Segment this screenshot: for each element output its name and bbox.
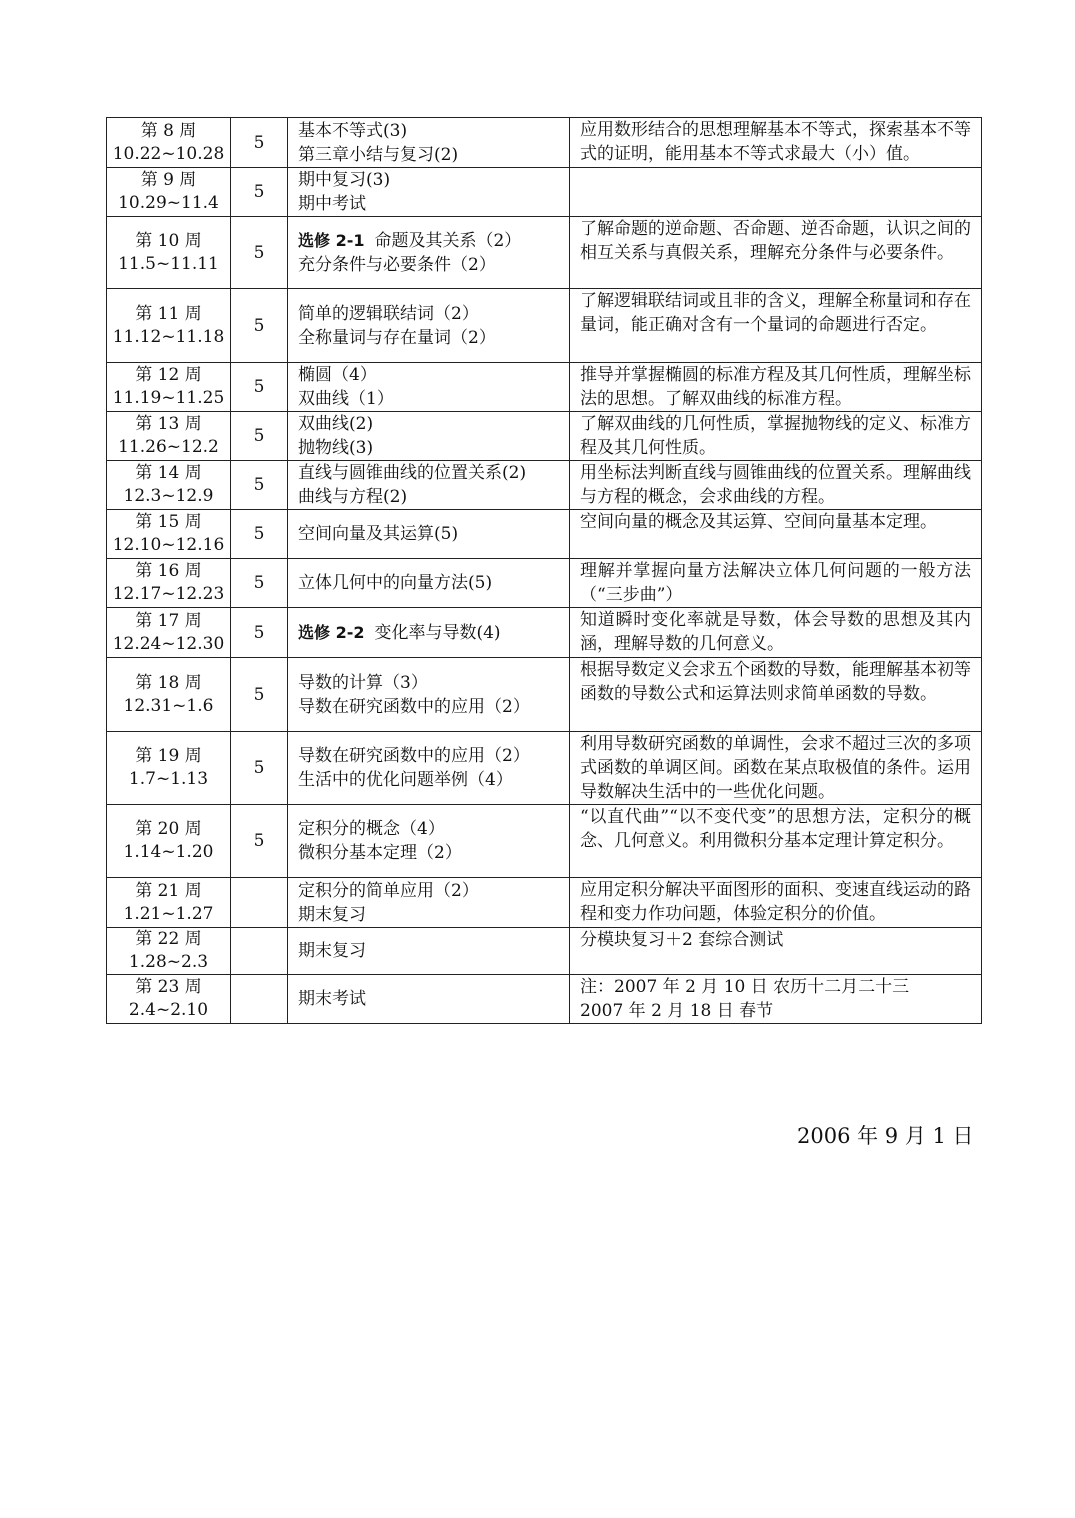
content-text: 期末复习 — [298, 941, 366, 961]
goal-cell — [570, 732, 982, 805]
goal-cell — [570, 118, 982, 168]
week-dates: 1.14~1.20 — [123, 842, 214, 862]
signoff-date: 2006 年 9 月 1 日 — [797, 1124, 974, 1148]
hours-cell: 5 — [231, 412, 288, 461]
hours-cell: 5 — [231, 289, 288, 363]
content-text: 基本不等式(3) — [298, 120, 408, 141]
goal-line: 注：2007 年 2 月 10 日 农历十二月二十三 — [580, 977, 910, 997]
goal-text: 推导并掌握椭圆的标准方程及其几何性质，理解坐标法的思想。了解双曲线的标准方程。 — [580, 365, 971, 409]
content-line — [298, 302, 559, 326]
week-dates: 12.24~12.30 — [112, 633, 225, 654]
content-line — [298, 229, 559, 253]
week-dates: 11.26~12.2 — [118, 437, 219, 457]
week-label: 第 12 周 — [135, 365, 202, 385]
hours-cell — [231, 975, 288, 1024]
hours-cell: 5 — [231, 168, 288, 217]
hours-cell: 5 — [231, 363, 288, 412]
goal-cell — [570, 658, 982, 732]
content-line — [298, 436, 559, 460]
week-cell — [107, 658, 231, 732]
week-dates: 1.21~1.27 — [123, 903, 214, 924]
table-row — [107, 168, 982, 217]
goal-cell — [570, 168, 982, 217]
content-line — [298, 485, 559, 509]
goal-text: 空间向量的概念及其运算、空间向量基本定理。 — [580, 512, 937, 532]
week-dates: 11.19~11.25 — [112, 388, 225, 408]
goal-text: 了解逻辑联结词或且非的含义，理解全称量词和存在量词，能正确对含有一个量词的命题进行否定。 — [580, 291, 971, 335]
content-line — [298, 903, 559, 927]
content-cell — [288, 510, 570, 559]
content-text: 曲线与方程(2) — [298, 487, 408, 507]
content-cell — [288, 168, 570, 217]
goal-cell — [570, 412, 982, 461]
week-cell — [107, 975, 231, 1024]
goal-text: 利用导数研究函数的单调性，会求不超过三次的多项式函数的单调区间。函数在某点取极值的条件。运用导数解决生活中的一些优化问题。 — [580, 734, 971, 802]
week-cell — [107, 289, 231, 363]
content-line — [298, 695, 559, 719]
content-cell — [288, 805, 570, 878]
goal-cell — [570, 363, 982, 412]
content-cell — [288, 559, 570, 608]
content-line — [298, 744, 559, 768]
goal-cell — [570, 805, 982, 878]
goal-cell — [570, 510, 982, 559]
week-label: 第 9 周 — [140, 170, 197, 190]
week-dates: 12.31~1.6 — [123, 695, 214, 716]
table-row — [107, 928, 982, 975]
hours-cell: 5 — [231, 658, 288, 732]
content-line — [298, 253, 559, 277]
content-text: 抛物线(3) — [298, 438, 374, 458]
week-cell — [107, 363, 231, 412]
table-row — [107, 975, 982, 1024]
content-line — [298, 326, 559, 350]
content-text: 双曲线(2) — [298, 414, 374, 434]
content-line — [298, 841, 559, 865]
week-cell — [107, 928, 231, 975]
week-dates: 1.28~2.3 — [128, 952, 209, 972]
table-row — [107, 461, 982, 510]
content-line — [298, 768, 559, 792]
content-line — [298, 817, 559, 841]
content-text: 命题及其关系（2） — [374, 230, 522, 251]
hours-cell: 5 — [231, 732, 288, 805]
week-label: 第 10 周 — [135, 230, 202, 251]
content-text: 定积分的简单应用（2） — [298, 880, 479, 901]
week-cell — [107, 732, 231, 805]
week-dates: 10.29~11.4 — [118, 193, 219, 213]
content-cell — [288, 878, 570, 928]
week-label: 第 8 周 — [140, 120, 197, 141]
content-text: 双曲线（1） — [298, 389, 394, 409]
goal-text: 根据导数定义会求五个函数的导数，能理解基本初等函数的导数公式和运算法则求简单函数的导数。 — [580, 660, 971, 704]
table-row — [107, 363, 982, 412]
content-text: 导数在研究函数中的应用（2） — [298, 696, 530, 717]
week-dates: 10.22~10.28 — [112, 143, 225, 164]
table-row — [107, 732, 982, 805]
content-text: 椭圆（4） — [298, 365, 377, 385]
content-text: 定积分的概念（4） — [298, 819, 445, 839]
content-text: 期末复习 — [298, 904, 366, 925]
week-cell — [107, 461, 231, 510]
week-dates: 2.4~2.10 — [128, 1000, 209, 1020]
table-row — [107, 118, 982, 168]
week-cell — [107, 217, 231, 289]
content-line — [298, 621, 559, 645]
goal-cell — [570, 928, 982, 975]
goal-text: 分模块复习＋2 套综合测试 — [580, 930, 784, 950]
content-line — [298, 387, 559, 411]
goal-line: 2007 年 2 月 18 日 春节 — [580, 1001, 774, 1021]
schedule-table — [106, 117, 982, 1024]
week-cell — [107, 805, 231, 878]
content-line — [298, 461, 559, 485]
goal-cell — [570, 289, 982, 363]
week-label: 第 14 周 — [135, 463, 202, 483]
week-cell — [107, 878, 231, 928]
content-cell — [288, 118, 570, 168]
week-label: 第 17 周 — [135, 610, 202, 631]
content-cell — [288, 658, 570, 732]
hours-cell: 5 — [231, 805, 288, 878]
week-label: 第 22 周 — [135, 929, 202, 949]
goal-cell — [570, 608, 982, 658]
table-row — [107, 289, 982, 363]
content-cell — [288, 217, 570, 289]
goal-text: 应用数形结合的思想理解基本不等式，探索基本不等式的证明，能用基本不等式求最大（小）值。 — [580, 120, 971, 164]
content-text: 第三章小结与复习(2) — [298, 144, 459, 165]
table-row — [107, 805, 982, 878]
hours-cell: 5 — [231, 608, 288, 658]
content-line — [298, 168, 559, 192]
goal-text: 理解并掌握向量方法解决立体几何问题的一般方法（“三步曲”） — [580, 561, 971, 605]
content-line — [298, 571, 559, 595]
goal-text: “以直代曲”“以不变代变”的思想方法，定积分的概念、几何意义。利用微积分基本定理计算定积分。 — [580, 807, 971, 851]
hours-cell — [231, 928, 288, 975]
week-cell — [107, 168, 231, 217]
content-text: 导数在研究函数中的应用（2） — [298, 746, 530, 766]
table-row — [107, 510, 982, 559]
week-cell — [107, 608, 231, 658]
goal-text: 应用定积分解决平面图形的面积、变速直线运动的路程和变力作功问题，体验定积分的价值。 — [580, 880, 971, 924]
table-row — [107, 878, 982, 928]
week-dates: 12.17~12.23 — [112, 584, 225, 604]
goal-cell — [570, 559, 982, 608]
content-text: 导数的计算（3） — [298, 672, 428, 693]
hours-cell: 5 — [231, 118, 288, 168]
week-cell — [107, 559, 231, 608]
hours-cell — [231, 878, 288, 928]
content-text: 立体几何中的向量方法(5) — [298, 573, 493, 593]
content-text: 微积分基本定理（2） — [298, 843, 462, 863]
hours-cell: 5 — [231, 461, 288, 510]
content-text: 变化率与导数(4) — [374, 622, 501, 643]
content-line — [298, 939, 559, 963]
elective-tag: 选修 2-1 — [298, 230, 365, 250]
week-cell — [107, 510, 231, 559]
week-label: 第 23 周 — [135, 977, 202, 997]
content-line — [298, 522, 559, 546]
goal-text: 用坐标法判断直线与圆锥曲线的位置关系。理解曲线与方程的概念，会求曲线的方程。 — [580, 463, 971, 507]
content-line — [298, 192, 559, 216]
goal-text: 知道瞬时变化率就是导数，体会导数的思想及其内涵，理解导数的几何意义。 — [580, 610, 971, 654]
hours-cell: 5 — [231, 510, 288, 559]
week-dates: 12.10~12.16 — [112, 535, 225, 555]
week-label: 第 21 周 — [135, 880, 202, 901]
content-line — [298, 119, 559, 143]
week-dates: 12.3~12.9 — [123, 486, 214, 506]
content-text: 生活中的优化问题举例（4） — [298, 770, 513, 790]
goal-cell — [570, 217, 982, 289]
goal-text: 了解命题的逆命题、否命题、逆否命题，认识之间的相互关系与真假关系，理解充分条件与必要条件。 — [580, 219, 971, 263]
hours-cell: 5 — [231, 217, 288, 289]
goal-cell — [570, 878, 982, 928]
content-line — [298, 987, 559, 1011]
week-label: 第 18 周 — [135, 672, 202, 693]
week-dates: 1.7~1.13 — [128, 769, 209, 789]
content-cell — [288, 732, 570, 805]
goal-cell — [570, 461, 982, 510]
goal-text: 了解双曲线的几何性质，掌握抛物线的定义、标准方程及其几何性质。 — [580, 414, 971, 458]
week-label: 第 13 周 — [135, 414, 202, 434]
week-dates: 11.5~11.11 — [118, 253, 219, 274]
content-text: 充分条件与必要条件（2） — [298, 254, 496, 275]
content-cell — [288, 289, 570, 363]
content-text: 期中考试 — [298, 194, 366, 214]
content-text: 全称量词与存在量词（2） — [298, 327, 496, 348]
content-line — [298, 412, 559, 436]
content-line — [298, 363, 559, 387]
content-cell — [288, 608, 570, 658]
week-label: 第 11 周 — [135, 303, 202, 324]
content-text: 直线与圆锥曲线的位置关系(2) — [298, 463, 527, 483]
content-text: 期中复习(3) — [298, 170, 391, 190]
week-dates: 11.12~11.18 — [112, 326, 225, 347]
content-text: 简单的逻辑联结词（2） — [298, 303, 479, 324]
week-label: 第 19 周 — [135, 746, 202, 766]
week-label: 第 20 周 — [135, 819, 202, 839]
table-row — [107, 412, 982, 461]
week-cell — [107, 412, 231, 461]
content-cell — [288, 363, 570, 412]
content-line — [298, 879, 559, 903]
content-line — [298, 671, 559, 695]
hours-cell: 5 — [231, 559, 288, 608]
table-row — [107, 217, 982, 289]
content-line — [298, 143, 559, 167]
week-cell — [107, 118, 231, 168]
content-cell — [288, 461, 570, 510]
content-text: 空间向量及其运算(5) — [298, 524, 459, 544]
table-row — [107, 658, 982, 732]
table-row — [107, 608, 982, 658]
week-label: 第 16 周 — [135, 561, 202, 581]
table-row — [107, 559, 982, 608]
content-cell — [288, 412, 570, 461]
elective-tag: 选修 2-2 — [298, 622, 365, 642]
goal-cell — [570, 975, 982, 1024]
content-cell — [288, 975, 570, 1024]
content-text: 期末考试 — [298, 989, 366, 1009]
week-label: 第 15 周 — [135, 512, 202, 532]
content-cell — [288, 928, 570, 975]
